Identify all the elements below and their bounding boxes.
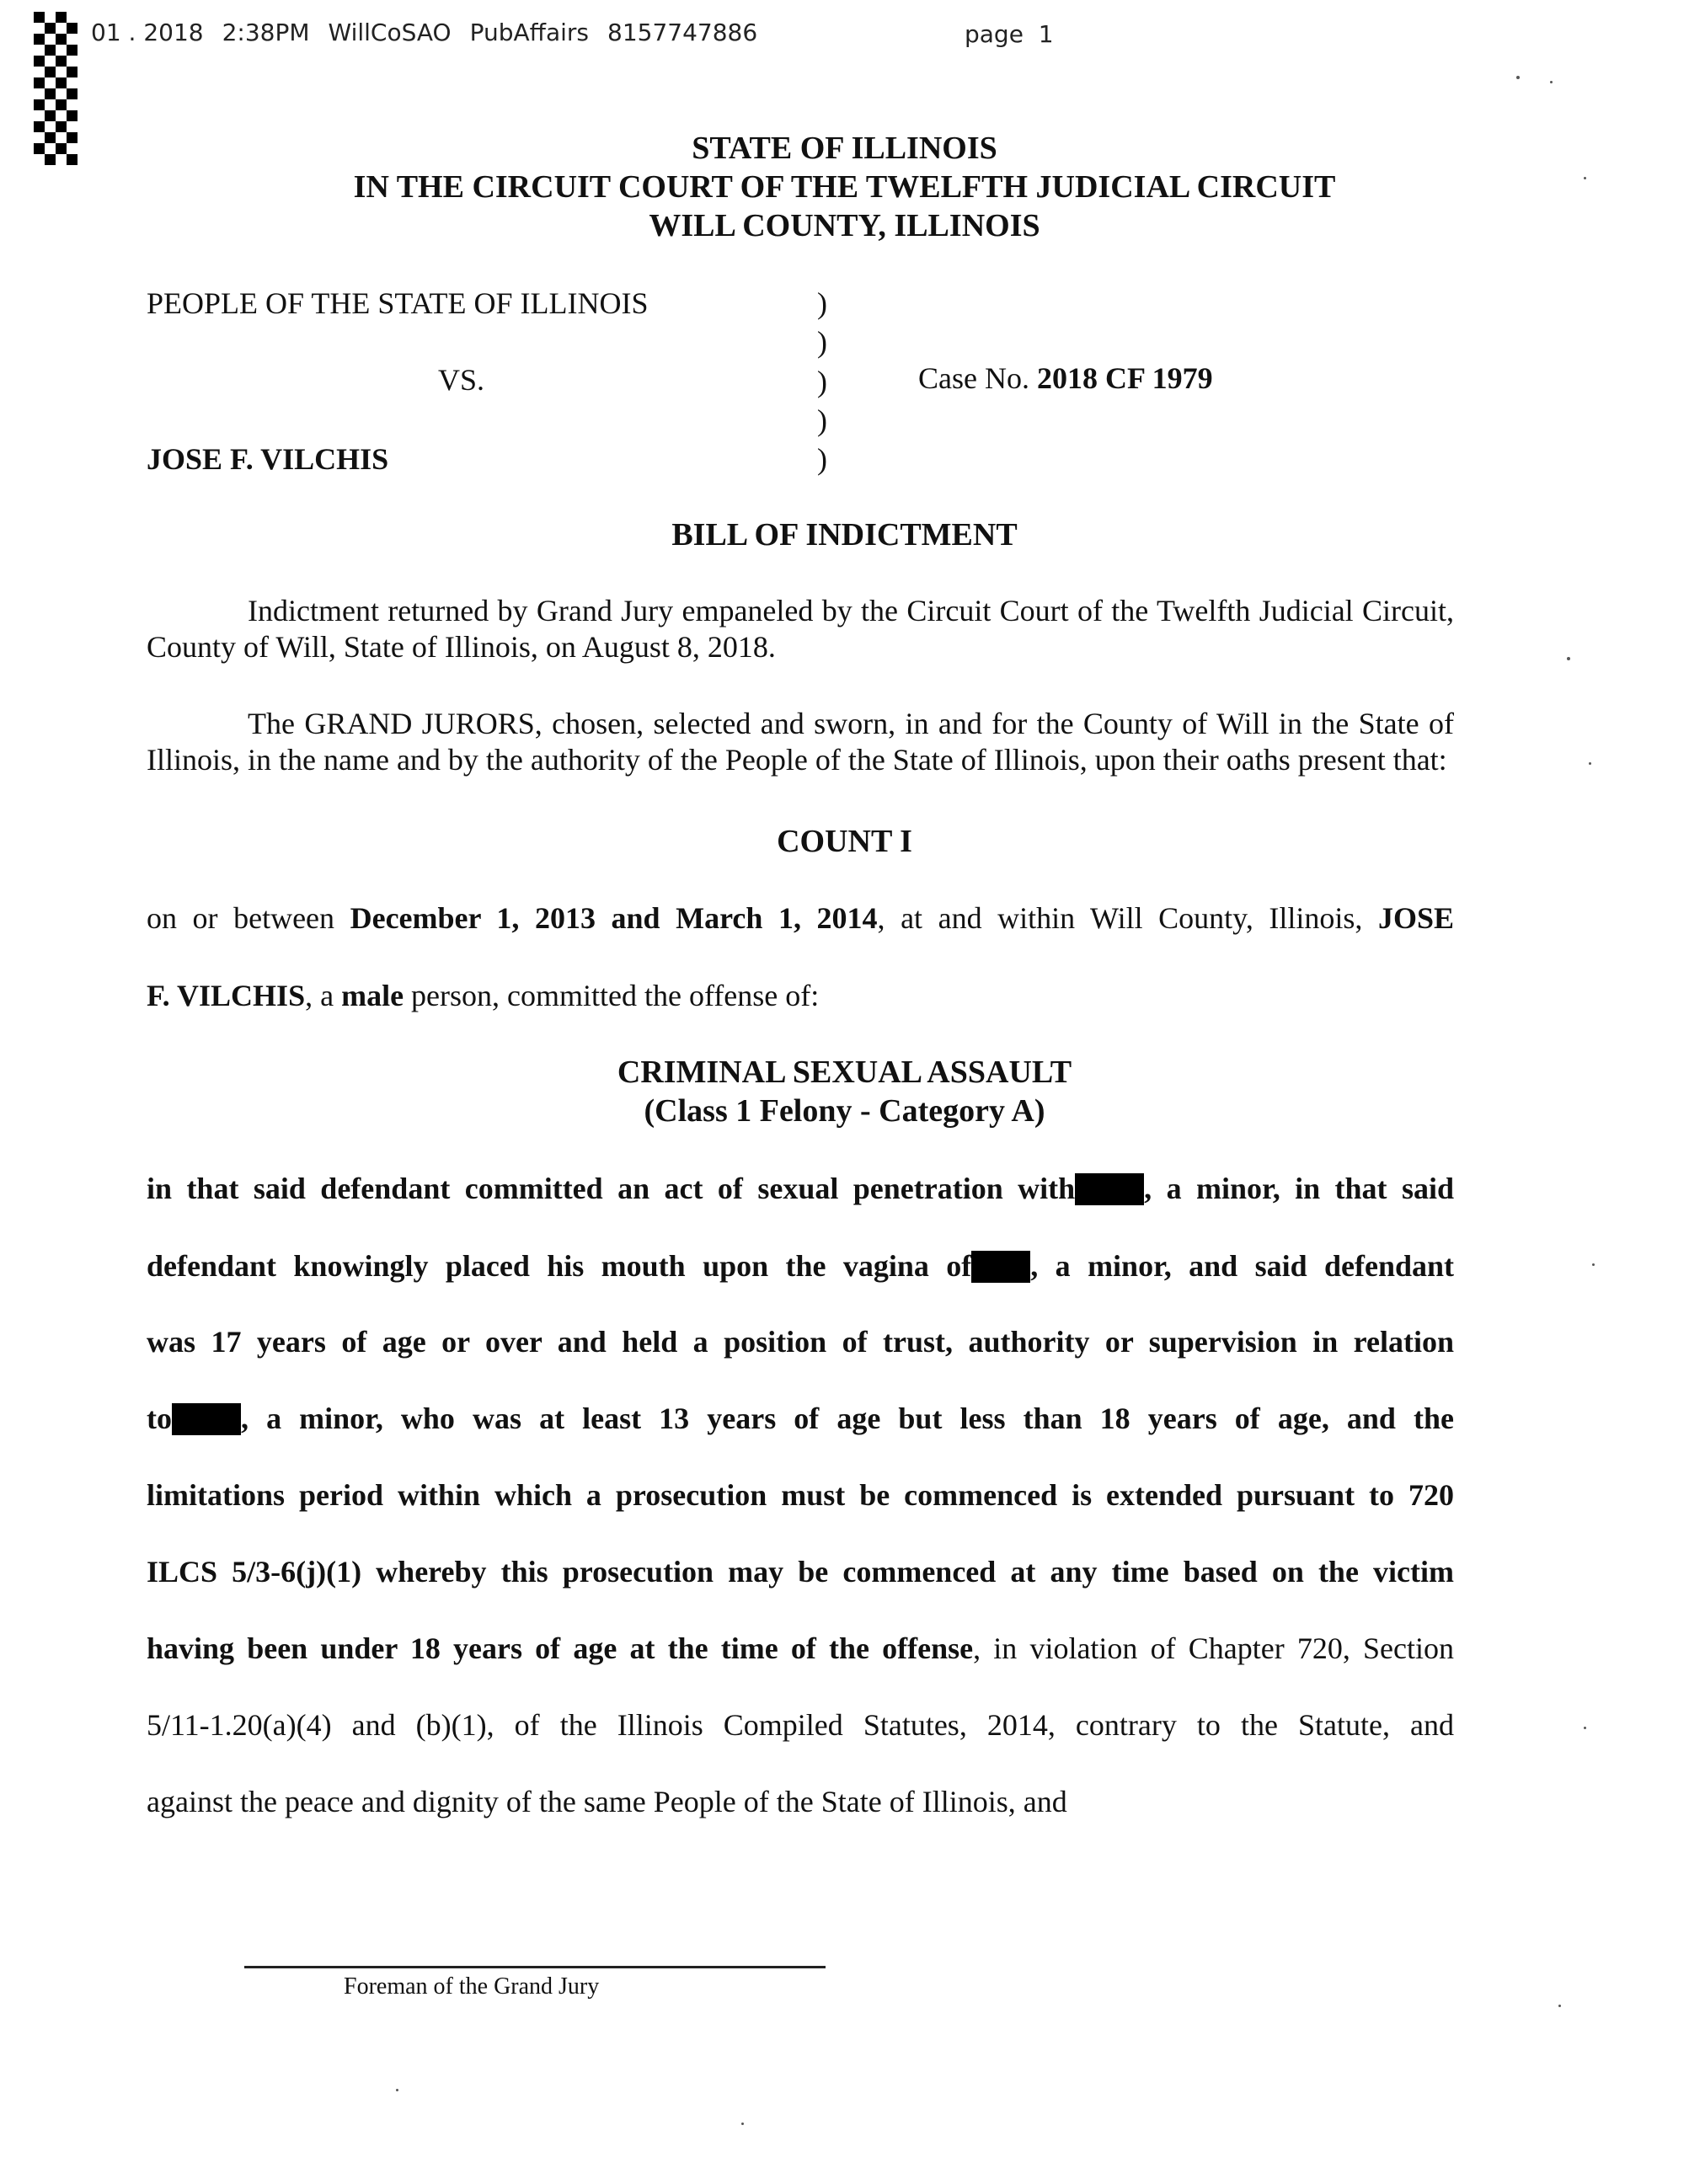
count-text: , at and within Will County, Illinois, [877, 901, 1363, 935]
caption-paren: ) [817, 325, 827, 359]
charge-line-5: limitations period within which a prosecution must be commenced is extended pursuant to 720 [147, 1478, 1454, 1512]
redaction-block [1075, 1173, 1144, 1205]
charge-text: in that said defendant committed an act of sexual penetration with [147, 1172, 1076, 1205]
jurors-text: The GRAND JURORS, chosen, selected and sworn, in and for the County of Will in the State of Illinois, in the name and by the authority of the People of the State of Illinois, upon their oaths present that: [147, 707, 1454, 777]
court-state: STATE OF ILLINOIS [692, 131, 997, 166]
caption-paren: ) [817, 442, 827, 476]
fax-time: 2:38PM [222, 19, 310, 46]
gender-word: male [341, 979, 404, 1012]
count-text: person, committed the offense of: [411, 979, 820, 1012]
charge-text: to [147, 1402, 172, 1435]
defendant-first-name: JOSE [1377, 901, 1454, 935]
charge-line-3: was 17 years of age or over and held a position of trust, authority or supervision in relation [147, 1325, 1454, 1359]
scan-speck [1516, 76, 1520, 79]
scan-speck [396, 2089, 398, 2091]
fax-header [91, 19, 776, 46]
intro-text: Indictment returned by Grand Jury empaneled by the Circuit Court of the Twelfth Judicial Circuit, County of Will, State of Illinois, on August 8, 2018. [147, 594, 1454, 664]
court-county: WILL COUNTY, ILLINOIS [649, 208, 1040, 243]
scan-speck [1550, 81, 1553, 83]
offense-class: (Class 1 Felony - Category A) [644, 1093, 1045, 1129]
case-label: Case No. [918, 361, 1029, 395]
fax-department: PubAffairs [469, 19, 590, 46]
scan-speck [1584, 1727, 1586, 1729]
jurors-paragraph [147, 706, 1454, 778]
caption-paren: ) [817, 403, 827, 437]
charge-line-1 [147, 1171, 1454, 1213]
fax-page-number: page 1 [965, 20, 1054, 48]
signature-caption: Foreman of the Grand Jury [344, 1973, 600, 2000]
fax-date: 01 . 2018 [91, 19, 204, 46]
intro-paragraph [147, 593, 1454, 665]
charge-line-9: against the peace and dignity of the same People of the State of Illinois, and [147, 1785, 1067, 1818]
count-heading: COUNT I [777, 824, 912, 859]
charge-text: having been under 18 years of age at the time of the offense [147, 1631, 974, 1665]
count-line-1 [147, 900, 1454, 942]
charge-line-6: ILCS 5/3-6(j)(1) whereby this prosecution may be commenced at any time based on the victim [147, 1555, 1454, 1589]
scan-speck [1584, 177, 1586, 179]
count-text: , a [305, 979, 334, 1012]
scan-speck [741, 2123, 744, 2125]
charge-text: , a minor, who was at least 13 years of age but less than 18 years of age, and the [241, 1402, 1454, 1435]
case-number-value: 2018 CF 1979 [1036, 361, 1213, 395]
offense-name: CRIMINAL SEXUAL ASSAULT [617, 1055, 1072, 1090]
signature-line [244, 1966, 826, 1968]
statute-text: , in violation of Chapter 720, Section [973, 1631, 1454, 1665]
caption-paren: ) [817, 286, 827, 320]
defendant-name: JOSE F. VILCHIS [147, 442, 389, 476]
charge-line-7 [147, 1631, 1454, 1673]
caption-paren: ) [817, 365, 827, 398]
charge-text: , a minor, in that said [1144, 1172, 1455, 1205]
fax-sender: WillCoSAO [328, 19, 452, 46]
defendant-last-name: F. VILCHIS [147, 979, 306, 1012]
count-line-2 [147, 978, 1454, 1020]
redaction-block [172, 1403, 241, 1435]
charge-line-4 [147, 1401, 1454, 1443]
count-text: on or between [147, 901, 335, 935]
charge-line-2 [147, 1248, 1454, 1290]
fax-phone: 8157747886 [607, 19, 758, 46]
scan-speck [1567, 657, 1570, 660]
versus-label: VS. [438, 363, 485, 397]
plaintiff-name: PEOPLE OF THE STATE OF ILLINOIS [147, 286, 649, 320]
redaction-block [971, 1251, 1030, 1283]
scan-speck [1592, 1263, 1595, 1266]
document-title: BILL OF INDICTMENT [671, 517, 1018, 553]
scan-speck [1558, 2005, 1561, 2007]
case-number [918, 360, 1213, 396]
charge-text: defendant knowingly placed his mouth upon the vagina of [147, 1249, 972, 1283]
charge-line-8: 5/11-1.20(a)(4) and (b)(1), of the Illinois Compiled Statutes, 2014, contrary to the Statute, and [147, 1708, 1454, 1742]
scan-speck [1589, 762, 1591, 765]
court-circuit: IN THE CIRCUIT COURT OF THE TWELFTH JUDICIAL CIRCUIT [353, 169, 1336, 205]
date-range: December 1, 2013 and March 1, 2014 [350, 901, 878, 935]
charge-text: , a minor, and said defendant [1030, 1249, 1455, 1283]
